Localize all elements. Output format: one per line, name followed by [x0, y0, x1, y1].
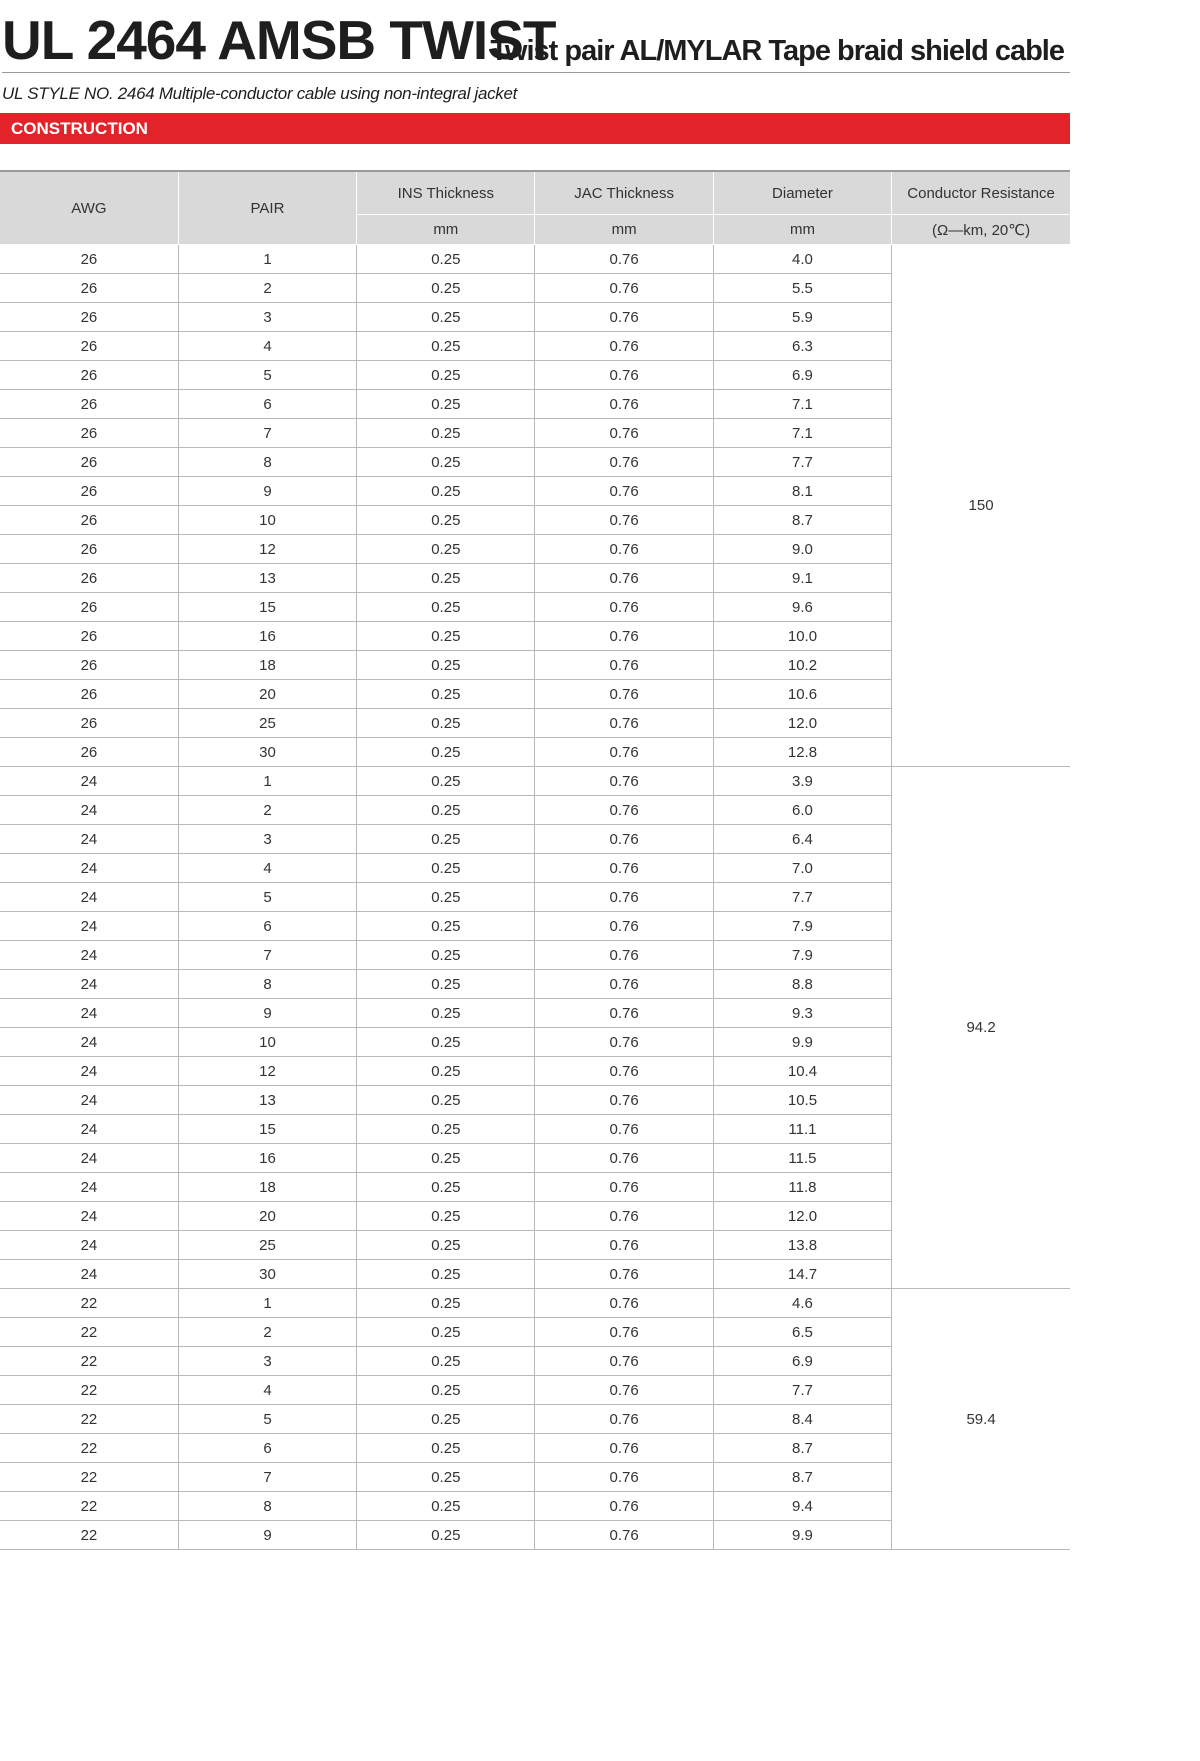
cell-ins-thickness: 0.25 — [357, 680, 535, 709]
cell-jac-thickness: 0.76 — [535, 1376, 713, 1405]
cell-awg: 26 — [0, 680, 178, 709]
cell-diameter: 8.7 — [713, 1463, 891, 1492]
cell-jac-thickness: 0.76 — [535, 1086, 713, 1115]
cell-awg: 24 — [0, 1086, 178, 1115]
cell-jac-thickness: 0.76 — [535, 1202, 713, 1231]
cell-jac-thickness: 0.76 — [535, 535, 713, 564]
table-row — [0, 245, 1070, 274]
cell-diameter: 7.1 — [713, 390, 891, 419]
cell-pair: 9 — [178, 477, 356, 506]
cell-jac-thickness: 0.76 — [535, 1347, 713, 1376]
cell-ins-thickness: 0.25 — [357, 825, 535, 854]
cell-awg: 26 — [0, 390, 178, 419]
cell-awg: 26 — [0, 535, 178, 564]
cell-awg: 24 — [0, 1260, 178, 1289]
cell-pair: 7 — [178, 941, 356, 970]
unit-jac-thickness: mm — [535, 215, 713, 245]
cell-pair: 1 — [178, 1289, 356, 1318]
unit-ins-thickness: mm — [357, 215, 535, 245]
cell-pair: 16 — [178, 622, 356, 651]
table-row — [0, 1289, 1070, 1318]
cell-pair: 13 — [178, 564, 356, 593]
cell-diameter: 8.7 — [713, 506, 891, 535]
cell-ins-thickness: 0.25 — [357, 477, 535, 506]
cell-pair: 20 — [178, 680, 356, 709]
table-body — [0, 245, 1070, 1550]
cell-ins-thickness: 0.25 — [357, 448, 535, 477]
cell-awg: 24 — [0, 1173, 178, 1202]
cell-awg: 22 — [0, 1492, 178, 1521]
cell-ins-thickness: 0.25 — [357, 999, 535, 1028]
cell-diameter: 9.3 — [713, 999, 891, 1028]
cell-jac-thickness: 0.76 — [535, 1405, 713, 1434]
cell-jac-thickness: 0.76 — [535, 303, 713, 332]
cell-diameter: 6.4 — [713, 825, 891, 854]
ul-style-description: UL STYLE NO. 2464 Multiple-conductor cable using non-integral jacket — [2, 84, 518, 103]
cell-pair: 6 — [178, 912, 356, 941]
cell-ins-thickness: 0.25 — [357, 651, 535, 680]
cell-pair: 4 — [178, 854, 356, 883]
cell-ins-thickness: 0.25 — [357, 1405, 535, 1434]
cell-diameter: 11.8 — [713, 1173, 891, 1202]
cell-jac-thickness: 0.76 — [535, 332, 713, 361]
cell-awg: 24 — [0, 854, 178, 883]
cell-jac-thickness: 0.76 — [535, 1260, 713, 1289]
cell-jac-thickness: 0.76 — [535, 1144, 713, 1173]
cell-awg: 22 — [0, 1318, 178, 1347]
cell-awg: 26 — [0, 506, 178, 535]
column-header-conductor-resistance: Conductor Resistance — [892, 171, 1070, 215]
cell-pair: 3 — [178, 825, 356, 854]
cell-diameter: 6.5 — [713, 1318, 891, 1347]
cell-awg: 24 — [0, 941, 178, 970]
cell-diameter: 9.1 — [713, 564, 891, 593]
unit-conductor-resistance: (Ω—km, 20℃) — [892, 215, 1070, 245]
table-row — [0, 767, 1070, 796]
cell-awg: 24 — [0, 1115, 178, 1144]
cell-pair: 18 — [178, 651, 356, 680]
cell-pair: 30 — [178, 1260, 356, 1289]
cell-jac-thickness: 0.76 — [535, 477, 713, 506]
cell-jac-thickness: 0.76 — [535, 274, 713, 303]
cell-pair: 18 — [178, 1173, 356, 1202]
cell-awg: 26 — [0, 274, 178, 303]
cell-diameter: 8.7 — [713, 1434, 891, 1463]
cell-ins-thickness: 0.25 — [357, 1144, 535, 1173]
cell-pair: 25 — [178, 1231, 356, 1260]
cell-awg: 24 — [0, 1231, 178, 1260]
cell-pair: 3 — [178, 303, 356, 332]
page-title: UL 2464 AMSB TWIST — [2, 9, 556, 71]
cell-diameter: 9.6 — [713, 593, 891, 622]
column-header-pair: PAIR — [178, 171, 356, 245]
cell-ins-thickness: 0.25 — [357, 593, 535, 622]
cell-diameter: 7.7 — [713, 883, 891, 912]
cell-ins-thickness: 0.25 — [357, 361, 535, 390]
cell-jac-thickness: 0.76 — [535, 390, 713, 419]
cell-jac-thickness: 0.76 — [535, 593, 713, 622]
cell-pair: 5 — [178, 1405, 356, 1434]
cell-diameter: 3.9 — [713, 767, 891, 796]
cell-awg: 24 — [0, 999, 178, 1028]
cell-awg: 22 — [0, 1347, 178, 1376]
cell-diameter: 10.5 — [713, 1086, 891, 1115]
cell-ins-thickness: 0.25 — [357, 738, 535, 767]
cell-ins-thickness: 0.25 — [357, 245, 535, 274]
cell-awg: 24 — [0, 1028, 178, 1057]
cell-diameter: 8.4 — [713, 1405, 891, 1434]
cell-pair: 9 — [178, 1521, 356, 1550]
cell-jac-thickness: 0.76 — [535, 1115, 713, 1144]
cell-diameter: 10.6 — [713, 680, 891, 709]
cell-awg: 24 — [0, 796, 178, 825]
cell-ins-thickness: 0.25 — [357, 1521, 535, 1550]
cell-ins-thickness: 0.25 — [357, 1057, 535, 1086]
cell-diameter: 7.7 — [713, 1376, 891, 1405]
cell-ins-thickness: 0.25 — [357, 535, 535, 564]
cell-ins-thickness: 0.25 — [357, 1173, 535, 1202]
cell-ins-thickness: 0.25 — [357, 1347, 535, 1376]
cell-diameter: 7.9 — [713, 912, 891, 941]
cell-awg: 22 — [0, 1463, 178, 1492]
table-header — [0, 171, 1070, 245]
cell-pair: 7 — [178, 419, 356, 448]
cell-jac-thickness: 0.76 — [535, 825, 713, 854]
cell-diameter: 14.7 — [713, 1260, 891, 1289]
cell-awg: 24 — [0, 1144, 178, 1173]
cell-awg: 24 — [0, 1057, 178, 1086]
cell-jac-thickness: 0.76 — [535, 970, 713, 999]
cell-pair: 16 — [178, 1144, 356, 1173]
cell-jac-thickness: 0.76 — [535, 883, 713, 912]
cell-awg: 24 — [0, 912, 178, 941]
cell-diameter: 11.1 — [713, 1115, 891, 1144]
cell-diameter: 10.2 — [713, 651, 891, 680]
cell-pair: 15 — [178, 1115, 356, 1144]
cell-pair: 7 — [178, 1463, 356, 1492]
cell-awg: 26 — [0, 361, 178, 390]
column-header-awg: AWG — [0, 171, 178, 245]
cell-awg: 24 — [0, 767, 178, 796]
cell-pair: 15 — [178, 593, 356, 622]
title-row — [2, 0, 1070, 73]
cell-awg: 22 — [0, 1434, 178, 1463]
column-header-diameter: Diameter — [713, 171, 891, 215]
cell-diameter: 5.5 — [713, 274, 891, 303]
column-header-ins-thickness: INS Thickness — [357, 171, 535, 215]
cell-awg: 26 — [0, 709, 178, 738]
cell-diameter: 9.9 — [713, 1521, 891, 1550]
cell-ins-thickness: 0.25 — [357, 506, 535, 535]
cell-diameter: 12.8 — [713, 738, 891, 767]
cell-jac-thickness: 0.76 — [535, 1231, 713, 1260]
cell-jac-thickness: 0.76 — [535, 1057, 713, 1086]
cell-pair: 2 — [178, 1318, 356, 1347]
cell-diameter: 7.9 — [713, 941, 891, 970]
cell-ins-thickness: 0.25 — [357, 1434, 535, 1463]
cell-jac-thickness: 0.76 — [535, 1289, 713, 1318]
cell-diameter: 4.6 — [713, 1289, 891, 1318]
cell-awg: 24 — [0, 970, 178, 999]
cell-jac-thickness: 0.76 — [535, 709, 713, 738]
cell-jac-thickness: 0.76 — [535, 680, 713, 709]
cell-ins-thickness: 0.25 — [357, 912, 535, 941]
cell-pair: 1 — [178, 767, 356, 796]
cell-awg: 26 — [0, 303, 178, 332]
cell-jac-thickness: 0.76 — [535, 651, 713, 680]
cell-ins-thickness: 0.25 — [357, 1115, 535, 1144]
cell-ins-thickness: 0.25 — [357, 390, 535, 419]
cell-awg: 26 — [0, 622, 178, 651]
cell-jac-thickness: 0.76 — [535, 854, 713, 883]
cell-pair: 2 — [178, 274, 356, 303]
cell-diameter: 6.9 — [713, 361, 891, 390]
cell-pair: 12 — [178, 1057, 356, 1086]
cell-ins-thickness: 0.25 — [357, 1231, 535, 1260]
cell-jac-thickness: 0.76 — [535, 796, 713, 825]
cell-diameter: 9.0 — [713, 535, 891, 564]
cell-ins-thickness: 0.25 — [357, 274, 535, 303]
cell-awg: 26 — [0, 564, 178, 593]
cell-ins-thickness: 0.25 — [357, 419, 535, 448]
cell-diameter: 7.7 — [713, 448, 891, 477]
cell-diameter: 5.9 — [713, 303, 891, 332]
cell-diameter: 12.0 — [713, 709, 891, 738]
cell-conductor-resistance: 59.4 — [892, 1289, 1070, 1550]
cell-diameter: 9.4 — [713, 1492, 891, 1521]
section-label: CONSTRUCTION — [11, 119, 148, 138]
section-header-bar — [0, 113, 1070, 144]
cell-conductor-resistance: 94.2 — [892, 767, 1070, 1289]
cell-awg: 24 — [0, 825, 178, 854]
cell-jac-thickness: 0.76 — [535, 912, 713, 941]
cell-pair: 1 — [178, 245, 356, 274]
cell-pair: 8 — [178, 970, 356, 999]
cell-awg: 22 — [0, 1289, 178, 1318]
cell-pair: 25 — [178, 709, 356, 738]
cell-awg: 22 — [0, 1521, 178, 1550]
cell-jac-thickness: 0.76 — [535, 1173, 713, 1202]
construction-table — [0, 170, 1070, 1550]
cell-ins-thickness: 0.25 — [357, 854, 535, 883]
cell-pair: 5 — [178, 883, 356, 912]
cell-awg: 24 — [0, 883, 178, 912]
cell-ins-thickness: 0.25 — [357, 767, 535, 796]
cell-diameter: 7.1 — [713, 419, 891, 448]
cell-jac-thickness: 0.76 — [535, 245, 713, 274]
cell-pair: 8 — [178, 448, 356, 477]
cell-ins-thickness: 0.25 — [357, 1289, 535, 1318]
cell-ins-thickness: 0.25 — [357, 709, 535, 738]
cell-awg: 22 — [0, 1376, 178, 1405]
cell-awg: 26 — [0, 332, 178, 361]
cell-awg: 26 — [0, 738, 178, 767]
cell-jac-thickness: 0.76 — [535, 622, 713, 651]
cell-awg: 24 — [0, 1202, 178, 1231]
cell-jac-thickness: 0.76 — [535, 1434, 713, 1463]
cell-jac-thickness: 0.76 — [535, 419, 713, 448]
cell-ins-thickness: 0.25 — [357, 1028, 535, 1057]
cell-diameter: 12.0 — [713, 1202, 891, 1231]
cell-ins-thickness: 0.25 — [357, 1260, 535, 1289]
cell-jac-thickness: 0.76 — [535, 564, 713, 593]
cell-pair: 5 — [178, 361, 356, 390]
cell-diameter: 8.8 — [713, 970, 891, 999]
cell-awg: 26 — [0, 245, 178, 274]
cell-diameter: 8.1 — [713, 477, 891, 506]
cell-jac-thickness: 0.76 — [535, 1028, 713, 1057]
cell-pair: 30 — [178, 738, 356, 767]
cell-awg: 26 — [0, 419, 178, 448]
cell-jac-thickness: 0.76 — [535, 448, 713, 477]
cell-pair: 20 — [178, 1202, 356, 1231]
column-header-jac-thickness: JAC Thickness — [535, 171, 713, 215]
cell-ins-thickness: 0.25 — [357, 622, 535, 651]
cell-ins-thickness: 0.25 — [357, 303, 535, 332]
cell-awg: 22 — [0, 1405, 178, 1434]
cell-ins-thickness: 0.25 — [357, 564, 535, 593]
cell-diameter: 13.8 — [713, 1231, 891, 1260]
cell-pair: 8 — [178, 1492, 356, 1521]
cell-jac-thickness: 0.76 — [535, 738, 713, 767]
cell-jac-thickness: 0.76 — [535, 506, 713, 535]
cell-diameter: 6.9 — [713, 1347, 891, 1376]
cell-pair: 6 — [178, 1434, 356, 1463]
cell-pair: 13 — [178, 1086, 356, 1115]
cell-ins-thickness: 0.25 — [357, 941, 535, 970]
cell-jac-thickness: 0.76 — [535, 941, 713, 970]
cell-awg: 26 — [0, 651, 178, 680]
cell-pair: 2 — [178, 796, 356, 825]
cell-ins-thickness: 0.25 — [357, 1492, 535, 1521]
cell-pair: 12 — [178, 535, 356, 564]
cell-jac-thickness: 0.76 — [535, 361, 713, 390]
cell-awg: 26 — [0, 477, 178, 506]
cell-pair: 4 — [178, 332, 356, 361]
cell-pair: 10 — [178, 1028, 356, 1057]
cell-pair: 6 — [178, 390, 356, 419]
cell-pair: 3 — [178, 1347, 356, 1376]
cell-diameter: 10.4 — [713, 1057, 891, 1086]
cell-jac-thickness: 0.76 — [535, 1463, 713, 1492]
cell-awg: 26 — [0, 593, 178, 622]
cell-diameter: 11.5 — [713, 1144, 891, 1173]
cell-diameter: 6.0 — [713, 796, 891, 825]
cell-ins-thickness: 0.25 — [357, 1202, 535, 1231]
cell-diameter: 7.0 — [713, 854, 891, 883]
page-subtitle: Twist pair AL/MYLAR Tape braid shield cable — [490, 35, 1064, 67]
cell-conductor-resistance: 150 — [892, 245, 1070, 767]
unit-diameter: mm — [713, 215, 891, 245]
cell-ins-thickness: 0.25 — [357, 332, 535, 361]
cell-pair: 4 — [178, 1376, 356, 1405]
cell-diameter: 9.9 — [713, 1028, 891, 1057]
cell-diameter: 10.0 — [713, 622, 891, 651]
cell-ins-thickness: 0.25 — [357, 796, 535, 825]
cell-jac-thickness: 0.76 — [535, 767, 713, 796]
cell-ins-thickness: 0.25 — [357, 1376, 535, 1405]
cell-jac-thickness: 0.76 — [535, 1492, 713, 1521]
cell-ins-thickness: 0.25 — [357, 970, 535, 999]
cell-diameter: 6.3 — [713, 332, 891, 361]
cell-ins-thickness: 0.25 — [357, 1463, 535, 1492]
cell-ins-thickness: 0.25 — [357, 1318, 535, 1347]
cell-ins-thickness: 0.25 — [357, 883, 535, 912]
cell-ins-thickness: 0.25 — [357, 1086, 535, 1115]
cell-pair: 10 — [178, 506, 356, 535]
cell-jac-thickness: 0.76 — [535, 1318, 713, 1347]
cell-pair: 9 — [178, 999, 356, 1028]
cell-jac-thickness: 0.76 — [535, 999, 713, 1028]
cell-awg: 26 — [0, 448, 178, 477]
cell-diameter: 4.0 — [713, 245, 891, 274]
cell-jac-thickness: 0.76 — [535, 1521, 713, 1550]
